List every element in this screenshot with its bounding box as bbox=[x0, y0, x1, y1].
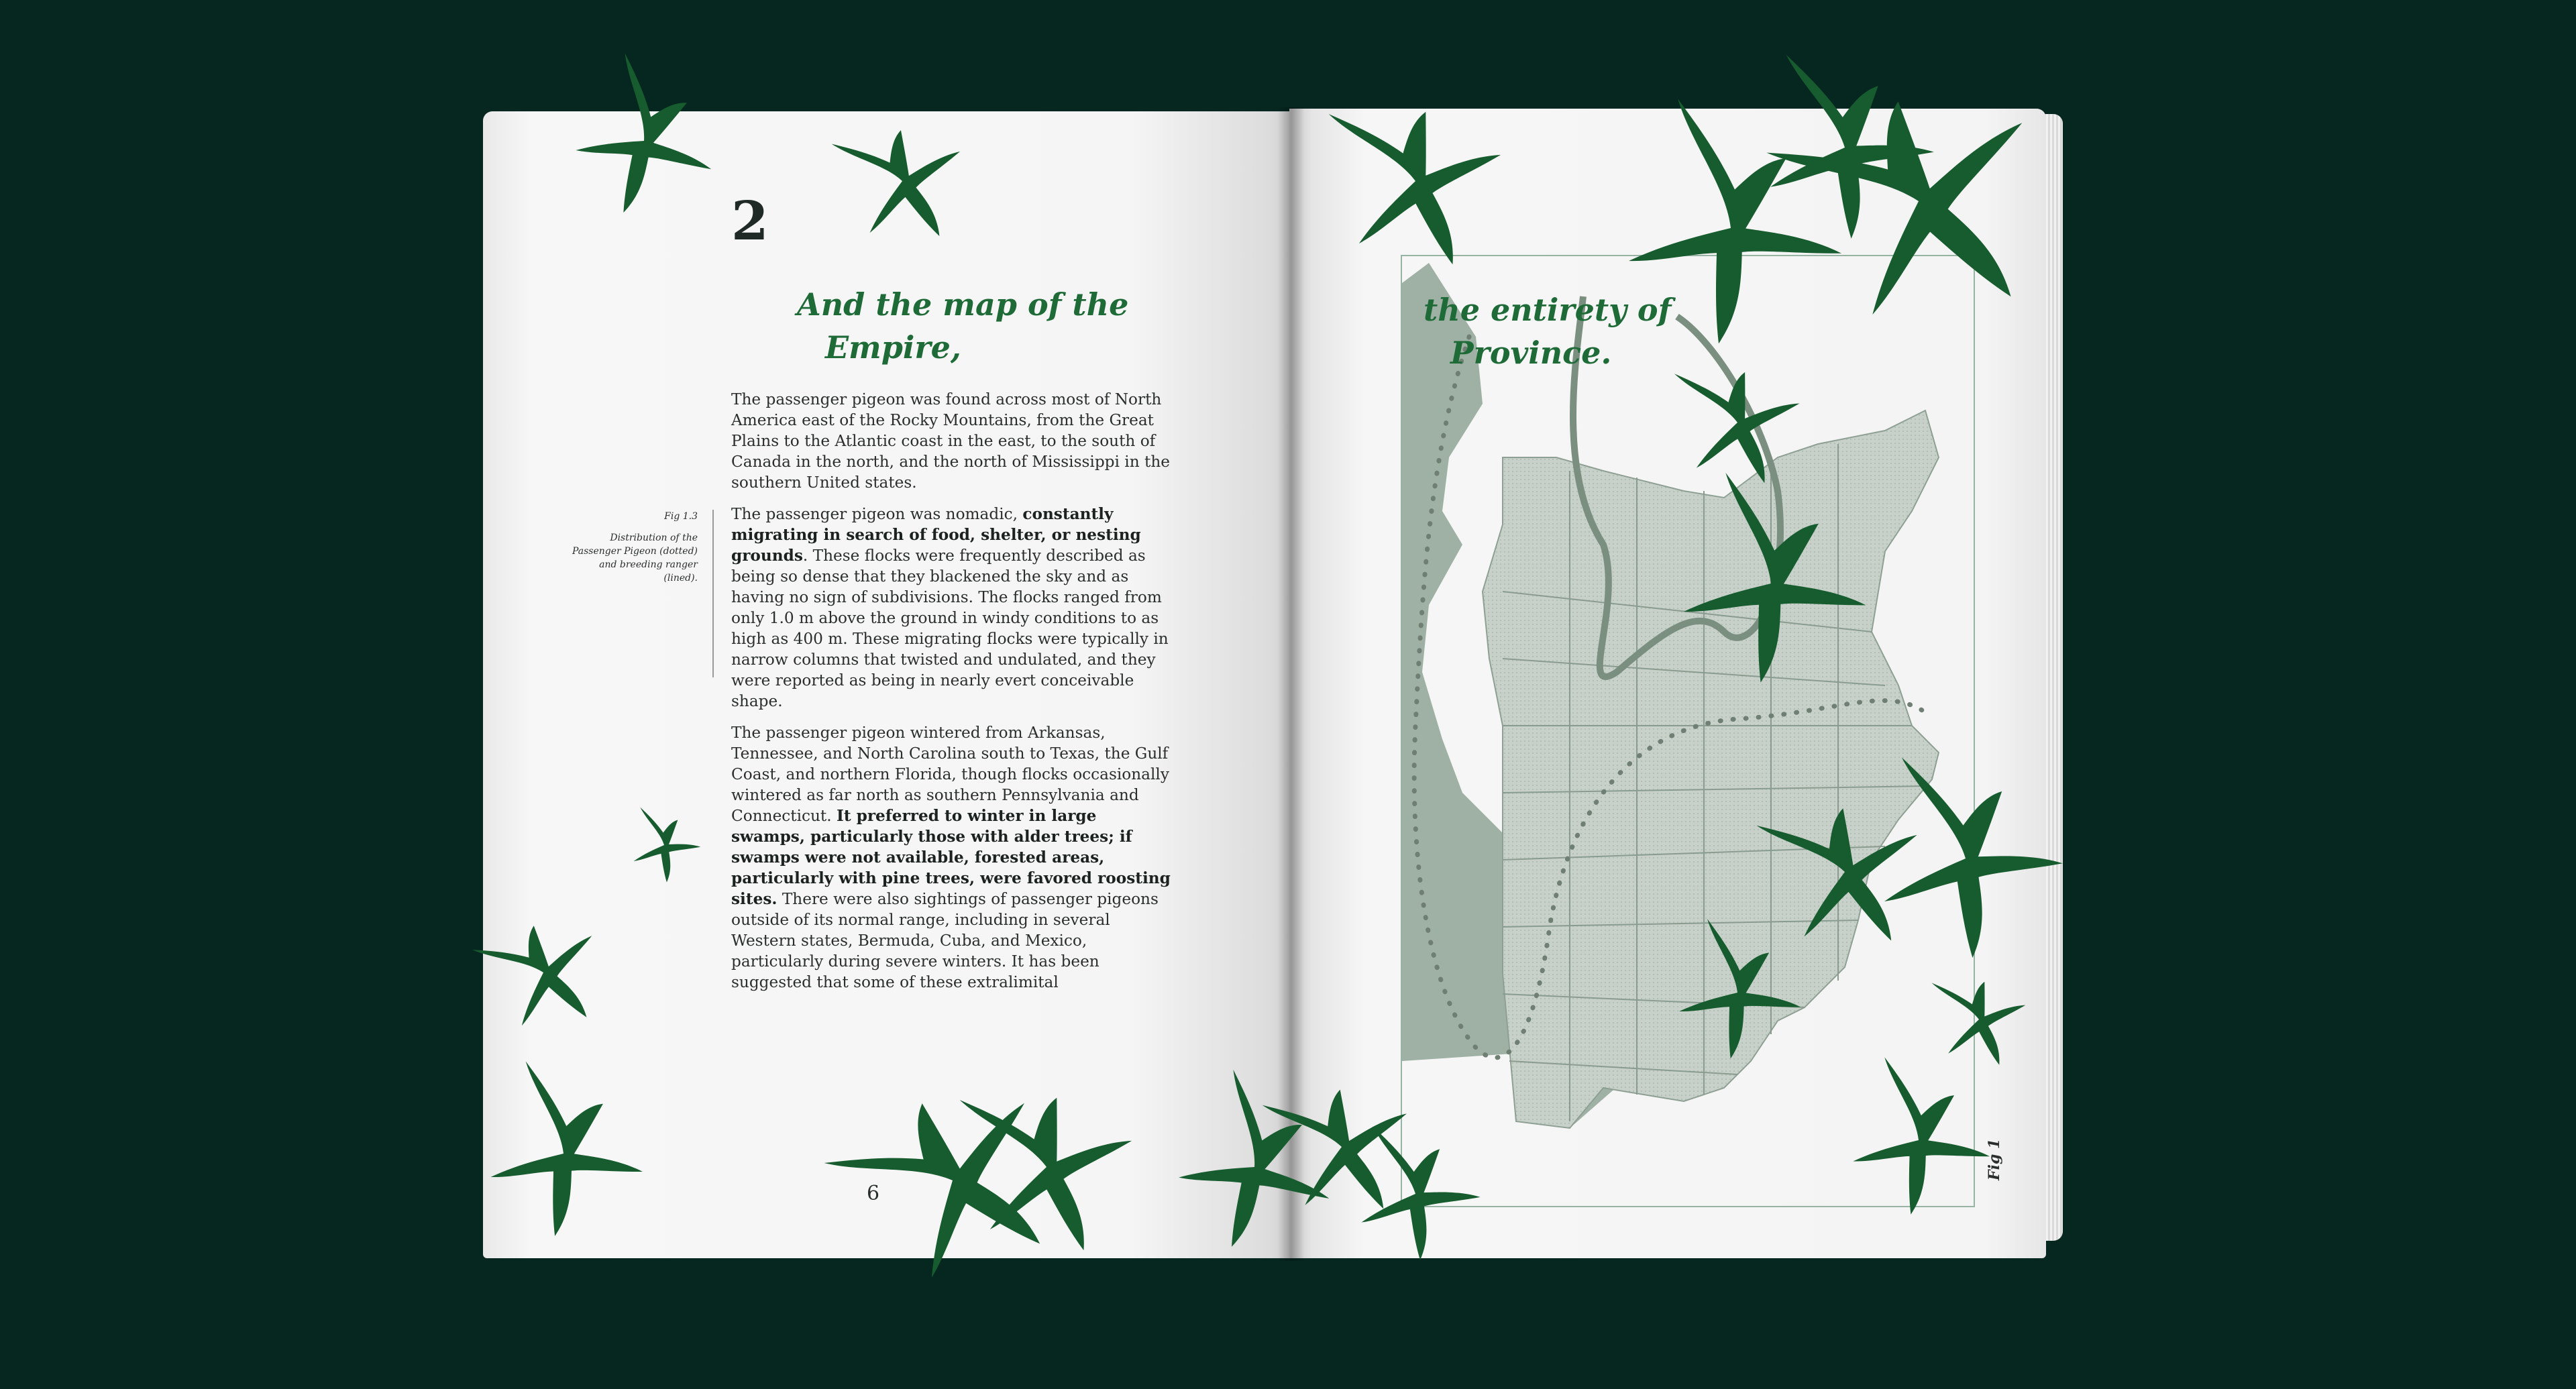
pigeon-silhouette-icon bbox=[1837, 1057, 2009, 1233]
paragraph-2-bold: constantly migrating in search of food, shelter, or nesting grounds bbox=[731, 505, 1141, 565]
right-heading-line2: Province. bbox=[1450, 335, 1612, 371]
pigeon-silhouette-icon bbox=[960, 1072, 1149, 1267]
pigeon-silhouette-icon bbox=[555, 53, 740, 239]
page-number: 6 bbox=[867, 1182, 880, 1205]
paragraph-3-start: The passenger pigeon wintered from Arkansas, Tennessee, and North Carolina south to Texas, the Gulf Coast, and northern Florida, though flocks occasionally wintered as far north as southern Pennsylvania and Connecticut. bbox=[731, 724, 1169, 825]
pigeon-silhouette-icon bbox=[1756, 775, 1947, 970]
right-heading-line1: the entirety of bbox=[1424, 292, 1672, 328]
left-heading-line1: And the map of the bbox=[797, 286, 1129, 323]
pigeon-silhouette-icon bbox=[1931, 968, 2035, 1074]
pigeon-silhouette-icon bbox=[1870, 757, 2076, 970]
pigeon-silhouette-icon bbox=[1674, 353, 1812, 496]
pigeon-silhouette-icon bbox=[628, 807, 705, 887]
pigeon-silhouette-icon bbox=[473, 1061, 664, 1256]
paragraph-2-start: The passenger pigeon was nomadic, bbox=[731, 505, 1023, 523]
pigeon-silhouette-icon bbox=[1662, 473, 1892, 708]
pigeon-silhouette-icon bbox=[1665, 919, 1818, 1075]
paragraph-3-end: There were also sightings of passenger pigeons outside of its normal range, including in several Western states, Bermuda, Cuba, and Mexico, particularly during severe winters. It has been suggested that some of these extralimital bbox=[731, 890, 1159, 991]
pigeon-silhouette-icon bbox=[1352, 1126, 1489, 1268]
paragraph-2-end: . These flocks were frequently described as being so dense that they blackened the sky and as having no sign of subdivisions. The flocks ranged from only 1.0 m above the ground in windy conditions to as high as 400 m. These migrating flocks were typically in narrow columns that twisted and undulated, and they were reported as being in nearly evert conceivable shape. bbox=[731, 547, 1169, 710]
pigeon-silhouette-icon bbox=[832, 103, 985, 260]
paragraph-1-text: The passenger pigeon was found across most of North America east of the Rocky Mountains, from the Great Plains to the Atlantic coast in the east, to the south of Canada in the north, and the north of Mississippi in the southern United states. bbox=[731, 390, 1170, 492]
caption-fig-number: Fig 1.3 bbox=[664, 511, 698, 522]
pigeon-silhouette-icon bbox=[472, 895, 626, 1050]
pigeon-silhouette-icon bbox=[1329, 86, 1518, 281]
left-heading-line2: Empire, bbox=[825, 329, 961, 366]
pigeon-silhouette-icon bbox=[1604, 99, 1872, 372]
paragraph-3-bold: It preferred to winter in large swamps, particularly those with alder trees; if swamps were not available, forested areas, particularly with pine trees, were favored roosting sites. bbox=[731, 807, 1171, 908]
chapter-number: 2 bbox=[731, 189, 769, 252]
caption-text: Distribution of the Passenger Pigeon (dotted) and breeding ranger (lined). bbox=[572, 533, 698, 584]
right-fig-label: Fig 1 bbox=[1986, 1138, 2003, 1180]
